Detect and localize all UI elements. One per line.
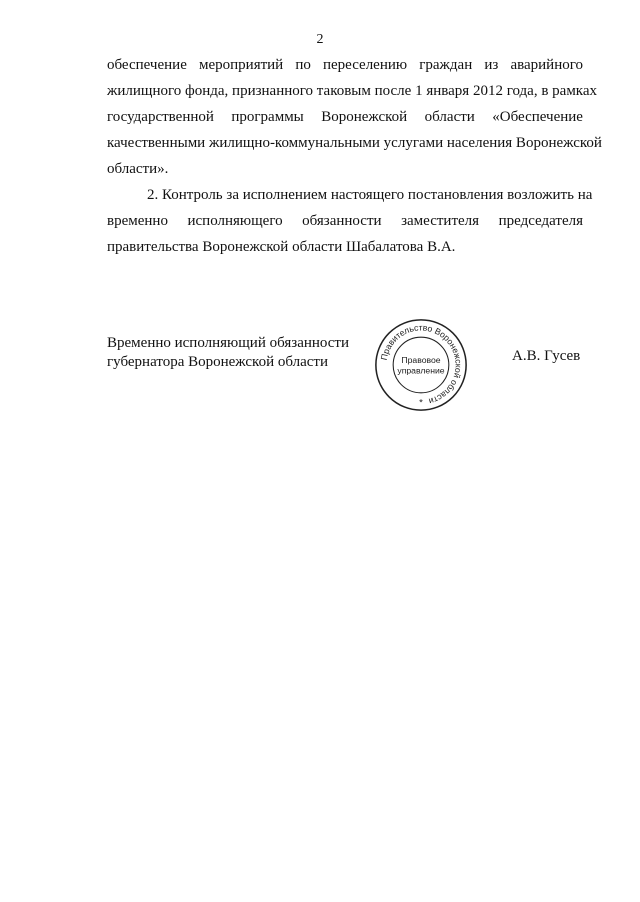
word: аварийного [510, 57, 583, 73]
word: заместителя [401, 213, 480, 229]
word: обязанности [302, 213, 382, 229]
paragraph-1-line-1 [107, 56, 583, 75]
word: исполняющего [187, 213, 283, 229]
word: «Обеспечение [492, 109, 583, 125]
stamp-center-line-1: Правовое [401, 355, 441, 366]
word: Воронежской [321, 109, 408, 125]
stamp-center-line-2: управление [397, 365, 445, 376]
paragraph-1-line-5: области». [107, 161, 169, 177]
signatory-title [107, 334, 349, 372]
paragraph-1-line-2: жилищного фонда, признанного таковым после 1 января 2012 года, в рамках [107, 83, 598, 99]
stamp-star-mark: * [419, 397, 423, 409]
signatory-title-line-1: Временно исполняющий обязанности [107, 335, 350, 351]
signatory-title-line-2: губернатора Воронежской области [107, 354, 328, 370]
paragraph-2-line-3: правительства Воронежской области Шабалатова В.А. [107, 239, 456, 255]
word: области [424, 109, 475, 125]
word: граждан [419, 57, 473, 73]
word: председателя [498, 213, 583, 229]
official-stamp [373, 317, 469, 413]
paragraph-1-line-3 [107, 108, 583, 127]
paragraph-1-line-4: качественными жилищно-коммунальными услугами населения Воронежской [107, 135, 602, 151]
word: программы [231, 109, 304, 125]
word: переселению [322, 57, 408, 73]
paragraph-2-line-1: 2. Контроль за исполнением настоящего постановления возложить на [147, 187, 593, 203]
word: из [484, 57, 499, 73]
word: обеспечение [107, 57, 187, 73]
signatory-name: А.В. Гусев [512, 348, 581, 364]
paragraph-2-line-2 [107, 212, 583, 231]
word: мероприятий [198, 57, 284, 73]
word: временно [107, 213, 168, 229]
stamp-ring-text: Правительство Воронежской области [378, 322, 464, 407]
word: государственной [107, 109, 214, 125]
word: по [295, 57, 311, 73]
page-number: 2 [316, 32, 324, 47]
